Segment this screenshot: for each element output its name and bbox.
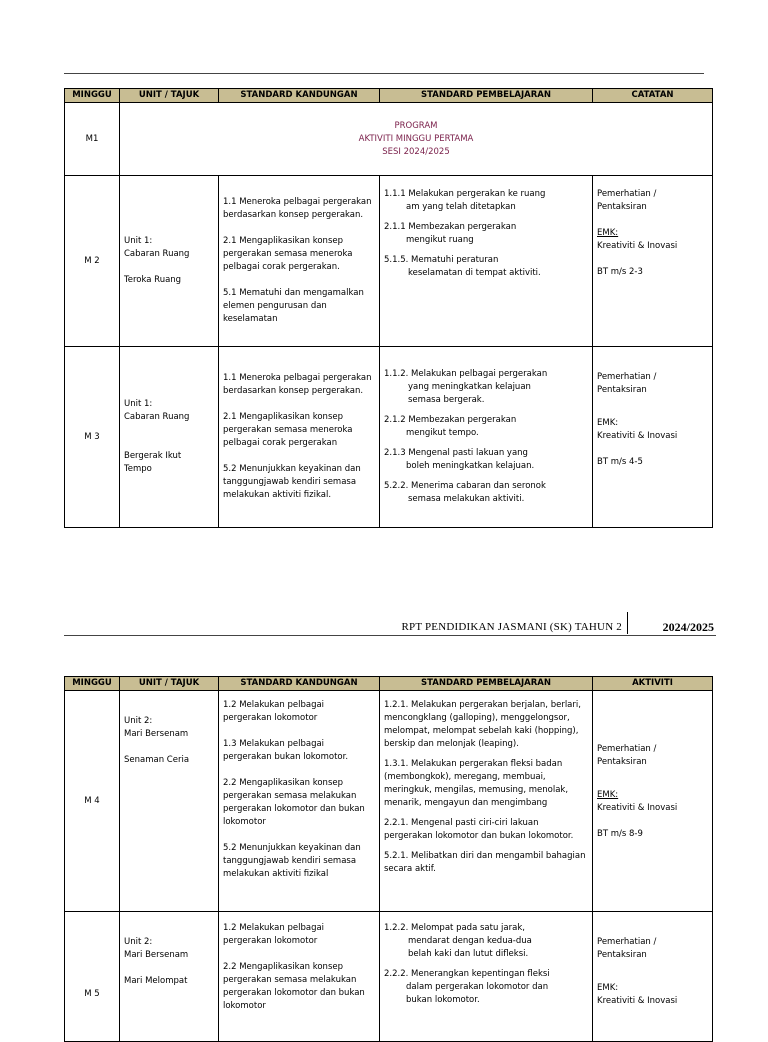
sk-item: 2.1 Mengaplikasikan konsep pergerakan semasa meneroka pelbagai corak pergerakan <box>223 412 353 448</box>
textbook-ref: BT m/s 4-5 <box>597 457 643 467</box>
page-footer <box>64 612 716 636</box>
sp-item-cont: keselamatan di tempat aktiviti. <box>408 268 541 278</box>
col-unit-tajuk: UNIT / TAJUK <box>120 677 219 691</box>
note-line: Kreativiti & Inovasi <box>597 996 678 1006</box>
sp-item: 1.2.2. Melompat pada satu jarak, <box>384 923 525 933</box>
col-aktiviti: AKTIVITI <box>593 677 713 691</box>
footer-divider <box>627 612 628 634</box>
notes-cell <box>593 347 713 528</box>
sk-item: 2.2 Mengaplikasikan konsep pergerakan semasa melakukan pergerakan lokomotor dan bukan lokomotor <box>223 962 365 1011</box>
sk-item: 5.1 Mematuhi dan mengamalkan elemen pengurusan dan keselamatan <box>223 288 364 324</box>
topic-title-cont: Tempo <box>124 464 152 474</box>
sp-cell <box>380 691 593 912</box>
emk-label: EMK: <box>597 983 619 993</box>
sp-item: 5.2.2. Menerima cabaran dan seronok <box>384 481 546 491</box>
week-cell: M1 <box>65 103 120 176</box>
sk-item: 2.1 Mengaplikasikan konsep pergerakan semasa meneroka pelbagai corak pergerakan. <box>223 236 353 272</box>
note-line: Pentaksiran <box>597 202 647 212</box>
sp-item: 5.2.1. Melibatkan diri dan mengambil bahagian secara aktif. <box>384 851 586 874</box>
unit-cell <box>120 912 219 1042</box>
unit-label: Unit 2: <box>124 716 153 726</box>
sp-item: 2.1.3 Mengenal pasti lakuan yang <box>384 448 528 458</box>
note-line: Kreativiti & Inovasi <box>597 241 678 251</box>
sp-item: 1.1.1 Melakukan pergerakan ke ruang <box>384 189 546 199</box>
week-cell: M 5 <box>65 912 120 1042</box>
sp-item-cont: am yang telah ditetapkan <box>406 202 516 212</box>
notes-cell <box>593 912 713 1042</box>
sp-item: 2.1.1 Membezakan pergerakan <box>384 222 517 232</box>
note-line: Kreativiti & Inovasi <box>597 803 678 813</box>
unit-title: Mari Bersenam <box>124 950 189 960</box>
program-subtitle: AKTIVITI MINGGU PERTAMA <box>358 133 474 144</box>
program-cell <box>120 103 713 176</box>
unit-label: Unit 2: <box>124 937 153 947</box>
unit-cell <box>120 691 219 912</box>
table-row <box>65 103 713 176</box>
note-line: Pemerhatian / <box>597 744 657 754</box>
col-unit-tajuk: UNIT / TAJUK <box>120 89 219 103</box>
header-row <box>65 677 713 691</box>
sp-item: 5.1.5. Mematuhi peraturan <box>384 255 499 265</box>
sk-cell <box>219 347 380 528</box>
sp-item-cont: belah kaki dan lutut difleksi. <box>408 949 529 959</box>
note-line: Pemerhatian / <box>597 937 657 947</box>
textbook-ref: BT m/s 2-3 <box>597 267 643 277</box>
unit-label: Unit 1: <box>124 399 153 409</box>
note-line: Pentaksiran <box>597 950 647 960</box>
sp-item-cont: mengikut tempo. <box>406 428 479 438</box>
sp-item-cont: mengikut ruang <box>406 235 474 245</box>
sk-item: 1.3 Melakukan pelbagai pergerakan bukan lokomotor. <box>223 739 349 762</box>
textbook-ref: BT m/s 8-9 <box>597 829 643 839</box>
sp-cell <box>380 176 593 347</box>
program-title: PROGRAM <box>394 120 438 131</box>
topic-title: Bergerak Ikut <box>124 451 182 461</box>
header-row <box>65 89 713 103</box>
rpt-table-1 <box>64 88 713 528</box>
sp-item-cont: semasa bergerak. <box>408 395 485 405</box>
col-standard-kandungan: STANDARD KANDUNGAN <box>219 677 380 691</box>
notes-cell <box>593 176 713 347</box>
sp-item-cont: yang meningkatkan kelajuan <box>408 382 531 392</box>
table-row <box>65 912 713 1042</box>
emk-label: EMK: <box>597 228 619 238</box>
sk-item: 2.2 Mengaplikasikan konsep pergerakan semasa melakukan pergerakan lokomotor dan bukan lokomotor <box>223 778 365 827</box>
unit-title: Mari Bersenam <box>124 729 189 739</box>
sp-item-cont: mendarat dengan kedua-dua <box>408 936 532 946</box>
week-cell: M 2 <box>65 176 120 347</box>
footer-rule <box>64 635 716 636</box>
rpt-table-2 <box>64 676 713 1042</box>
sk-cell <box>219 691 380 912</box>
document-title: RPT PENDIDIKAN JASMANI (SK) TAHUN 2 <box>401 621 622 633</box>
sp-item: 2.2.2. Menerangkan kepentingan fleksi <box>384 969 550 979</box>
table-row <box>65 347 713 528</box>
sp-item-cont: boleh meningkatkan kelajuan. <box>406 461 535 471</box>
col-minggu: MINGGU <box>65 89 120 103</box>
sp-item: 1.3.1. Melakukan pergerakan fleksi badan (membongkok), meregang, membuai, meringkuk, mengilas, memusing, menolak, menarik, mengayun dan mengimbang <box>384 759 569 808</box>
unit-title: Cabaran Ruang <box>124 249 190 259</box>
note-line: Pentaksiran <box>597 385 647 395</box>
sk-item: 1.2 Melakukan pelbagai pergerakan lokomotor <box>223 923 325 946</box>
topic-title: Mari Melompat <box>124 976 188 986</box>
sk-item: 5.2 Menunjukkan keyakinan dan tanggungjawab kendiri semasa melakukan aktiviti fizikal. <box>223 464 361 500</box>
col-catatan: CATATAN <box>593 89 713 103</box>
col-minggu: MINGGU <box>65 677 120 691</box>
unit-cell <box>120 176 219 347</box>
col-standard-pembelajaran: STANDARD PEMBELAJARAN <box>380 89 593 103</box>
unit-cell <box>120 347 219 528</box>
sp-item-cont: bukan lokomotor. <box>406 995 480 1005</box>
sk-item: 1.2 Melakukan pelbagai pergerakan lokomotor <box>223 700 325 723</box>
program-session: SESI 2024/2025 <box>382 146 450 157</box>
note-line: Pemerhatian / <box>597 372 657 382</box>
sp-item-cont: semasa melakukan aktiviti. <box>408 494 525 504</box>
sk-cell <box>219 176 380 347</box>
sp-item: 2.1.2 Membezakan pergerakan <box>384 415 517 425</box>
note-line: Pentaksiran <box>597 757 647 767</box>
emk-label: EMK: <box>597 790 619 800</box>
week-cell: M 4 <box>65 691 120 912</box>
unit-label: Unit 1: <box>124 236 153 246</box>
sp-item: 2.2.1. Mengenal pasti ciri-ciri lakuan pergerakan lokomotor dan bukan lokomotor. <box>384 818 574 841</box>
sk-item: 1.1 Meneroka pelbagai pergerakan berdasarkan konsep pergerakan. <box>223 197 372 220</box>
sk-cell <box>219 912 380 1042</box>
note-line: Pemerhatian / <box>597 189 657 199</box>
sp-item: 1.1.2. Melakukan pelbagai pergerakan <box>384 369 548 379</box>
document-year: 2024/2025 <box>662 620 714 634</box>
col-standard-pembelajaran: STANDARD PEMBELAJARAN <box>380 677 593 691</box>
table-row <box>65 691 713 912</box>
col-standard-kandungan: STANDARD KANDUNGAN <box>219 89 380 103</box>
sk-item: 1.1 Meneroka pelbagai pergerakan berdasarkan konsep pergerakan. <box>223 373 372 396</box>
notes-cell <box>593 691 713 912</box>
week-cell: M 3 <box>65 347 120 528</box>
sp-cell <box>380 347 593 528</box>
sp-cell <box>380 912 593 1042</box>
note-line: Kreativiti & Inovasi <box>597 431 678 441</box>
sp-item-cont: dalam pergerakan lokomotor dan <box>406 982 549 992</box>
table-row <box>65 176 713 347</box>
unit-title: Cabaran Ruang <box>124 412 190 422</box>
sp-item: 1.2.1. Melakukan pergerakan berjalan, berlari, mencongklang (galloping), menggelongsor, melompat, melompat sebelah kaki (hopping), berskip dan melonjak (leaping). <box>384 700 581 749</box>
sk-item: 5.2 Menunjukkan keyakinan dan tanggungjawab kendiri semasa melakukan aktiviti fizikal <box>223 843 361 879</box>
topic-title: Teroka Ruang <box>124 275 182 285</box>
topic-title: Senaman Ceria <box>124 755 190 765</box>
top-rule <box>64 73 704 74</box>
emk-label: EMK: <box>597 418 619 428</box>
